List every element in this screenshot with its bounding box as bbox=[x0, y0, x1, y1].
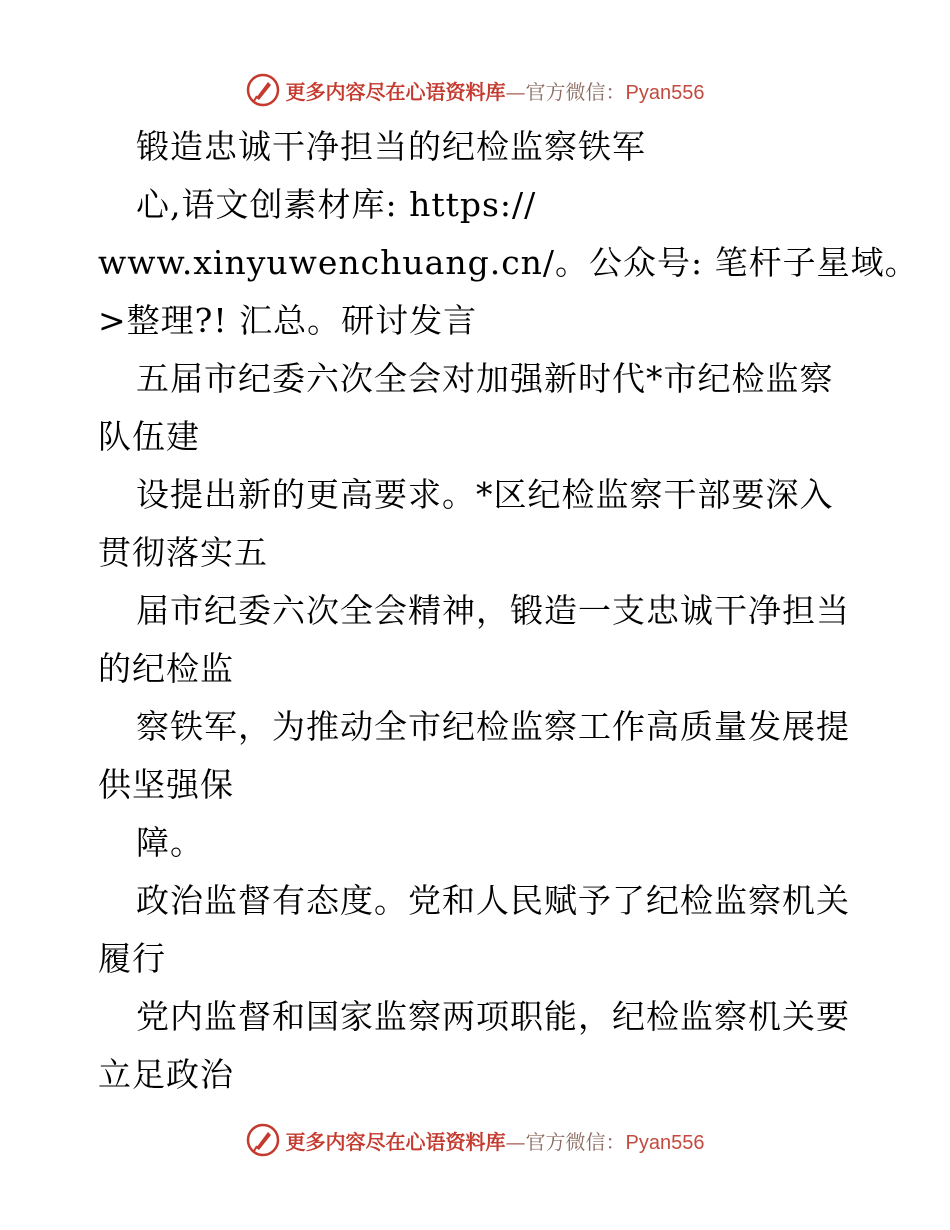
text-line: >整理?! 汇总。研讨发言 bbox=[98, 301, 478, 340]
text-line: 供坚强保 bbox=[98, 765, 234, 804]
quill-logo-icon bbox=[246, 1123, 280, 1157]
header-dash: — bbox=[505, 79, 526, 104]
text-line: 届市纪委六次全会精神，锻造一支忠诚干净担当 bbox=[136, 591, 850, 630]
header-banner-inner bbox=[246, 73, 705, 107]
text-line: 政治监督有态度。党和人民赋予了纪检监察机关 bbox=[136, 881, 850, 920]
footer-banner-text bbox=[286, 1126, 705, 1155]
text-line: www.xinyuwenchuang.cn/。公众号: 笔杆子星域。 bbox=[98, 243, 919, 282]
text-line: 贯彻落实五 bbox=[98, 533, 268, 572]
text-line: 立足政治 bbox=[98, 1055, 234, 1094]
header-banner bbox=[0, 70, 950, 110]
footer-brand: 更多内容尽在心语资料库 bbox=[285, 1129, 506, 1154]
text-line: 锻造忠诚干净担当的纪检监察铁军 bbox=[136, 127, 646, 166]
footer-banner-inner bbox=[246, 1123, 705, 1157]
text-line: 的纪检监 bbox=[98, 649, 234, 688]
text-line: 五届市纪委六次全会对加强新时代*市纪检监察 bbox=[136, 359, 834, 398]
header-banner-text bbox=[286, 76, 705, 105]
text-line: 党内监督和国家监察两项职能，纪检监察机关要 bbox=[136, 997, 850, 1036]
footer-wechat-id: Pyan556 bbox=[625, 1131, 705, 1154]
header-brand: 更多内容尽在心语资料库 bbox=[285, 79, 506, 104]
header-wechat-id: Pyan556 bbox=[625, 81, 705, 104]
text-line: 障。 bbox=[136, 823, 204, 862]
quill-logo-icon bbox=[246, 73, 280, 107]
text-line: 心,语文创素材库: https:// bbox=[136, 185, 537, 224]
footer-wechat-label: 官方微信： bbox=[525, 1129, 626, 1154]
header-wechat-label: 官方微信： bbox=[525, 79, 626, 104]
text-line: 履行 bbox=[98, 939, 166, 978]
text-line: 设提出新的更高要求。*区纪检监察干部要深入 bbox=[136, 475, 834, 514]
footer-dash: — bbox=[505, 1129, 526, 1154]
text-line: 察铁军，为推动全市纪检监察工作高质量发展提 bbox=[136, 707, 850, 746]
text-line: 队伍建 bbox=[98, 417, 200, 456]
footer-banner bbox=[0, 1120, 950, 1160]
document-body bbox=[98, 118, 919, 1104]
